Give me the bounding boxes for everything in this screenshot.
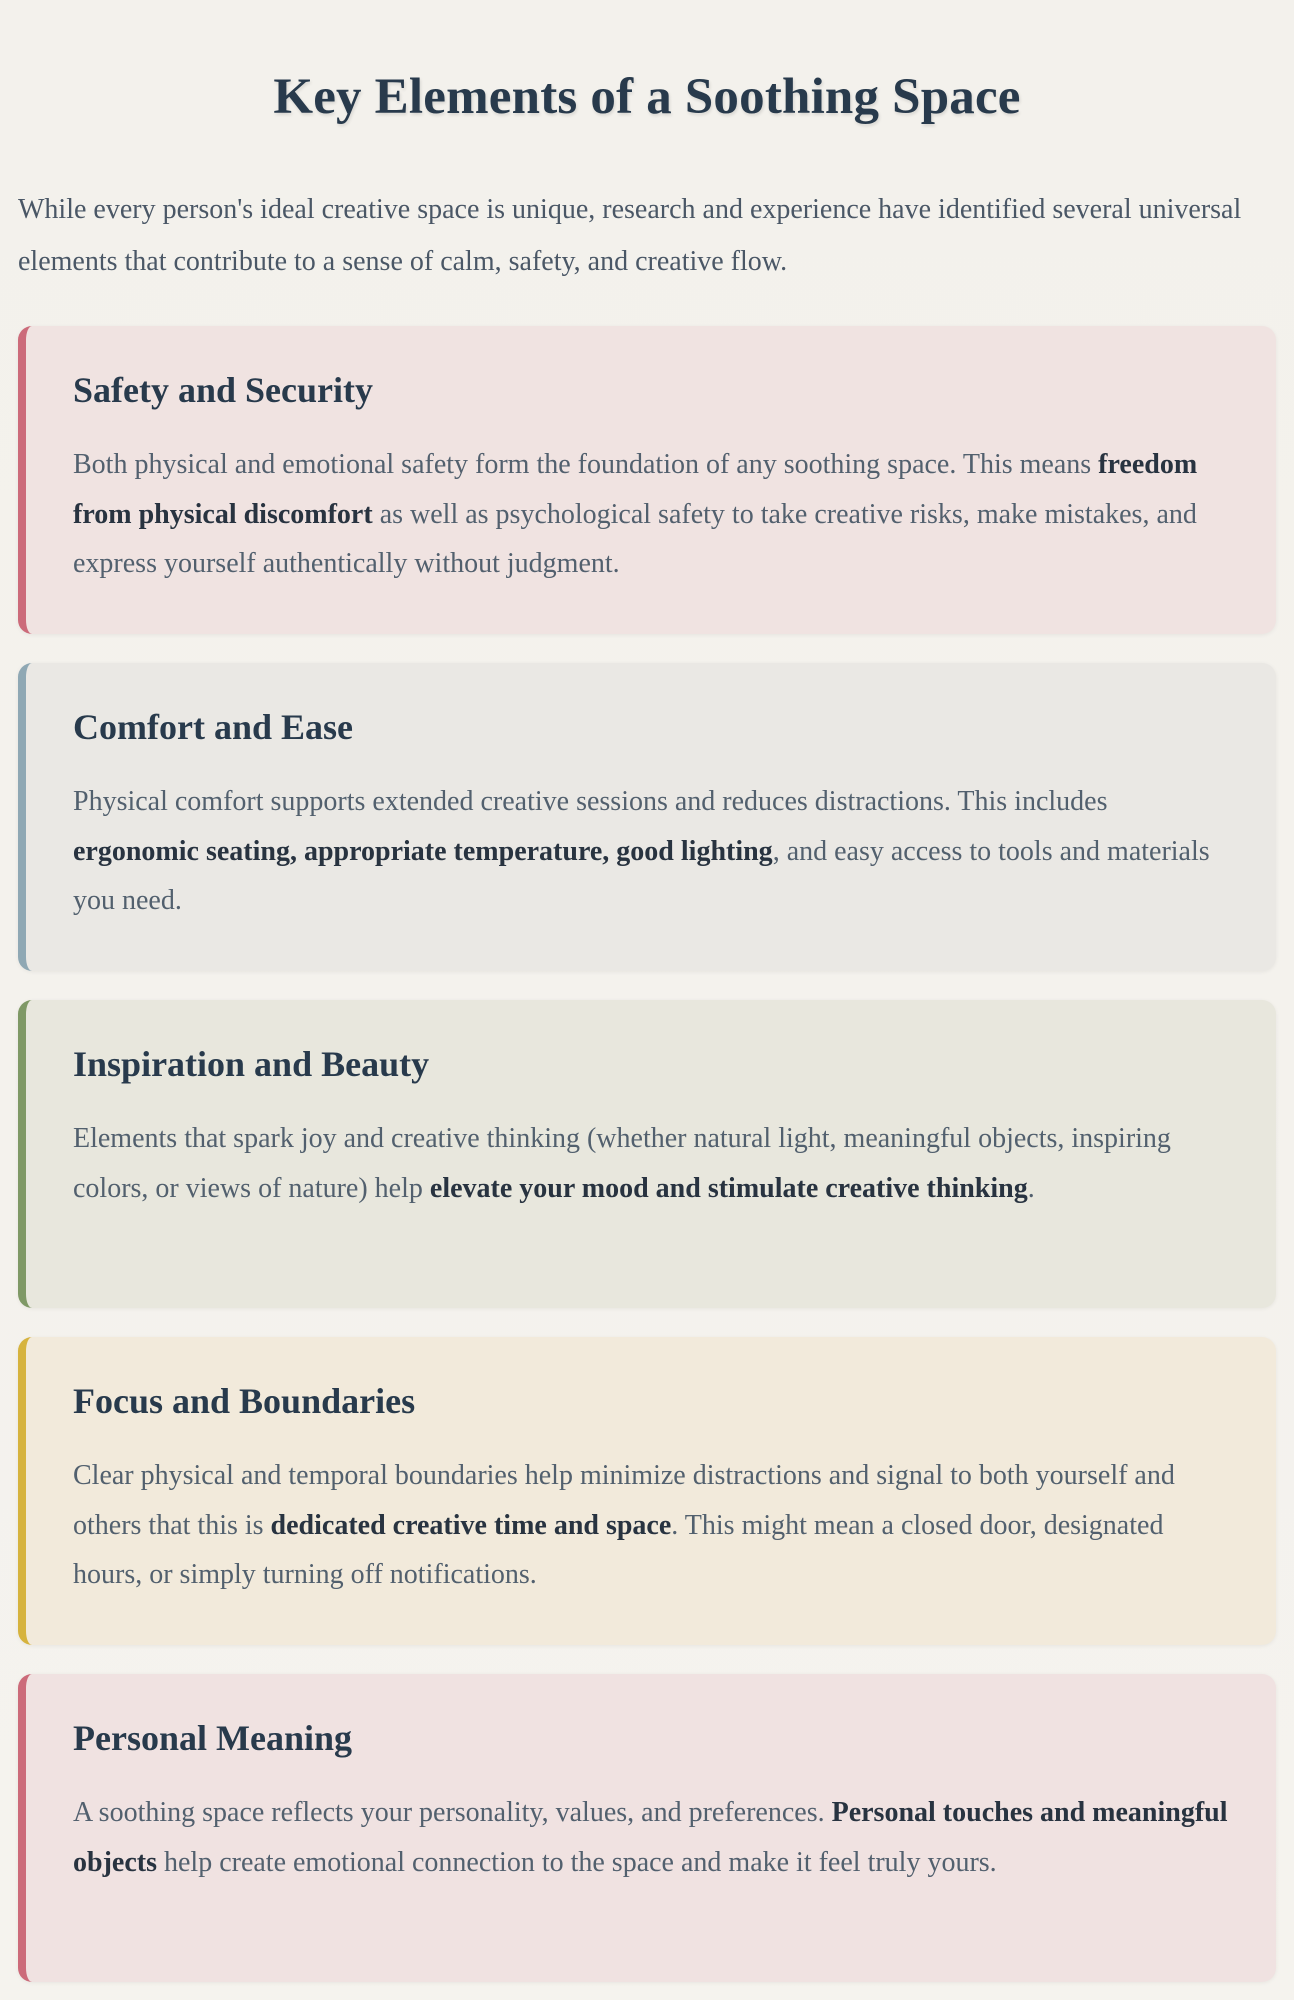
section-text: help create emotional connection to the space and make it feel truly yours. — [156, 1846, 997, 1878]
section-text: . This might mean a closed door, designated hours, or simply turning off notifications. — [73, 1509, 1164, 1590]
intro-paragraph: While every person's ideal creative space is unique, research and experience have identified several universal elements that contribute to a sense of calm, safety, and creative flow. — [18, 194, 1242, 277]
section-body — [73, 1451, 1230, 1600]
section-card-comfort — [18, 663, 1276, 971]
section-text: A soothing space reflects your personality, values, and preferences. — [73, 1797, 832, 1828]
section-heading: Comfort and Ease — [73, 707, 353, 747]
section-body — [73, 1788, 1230, 1887]
section-text: as well as psychological safety to take creative risks, make mistakes, and express yourself authentically without judgment. — [73, 498, 1197, 579]
section-heading: Safety and Security — [73, 370, 373, 410]
section-text: Elements that spark joy and creative thinking (whether natural light, meaningful objects, inspiring colors, or views of nature) help — [73, 1123, 1171, 1204]
section-card-meaning — [18, 1674, 1276, 1982]
section-emphasis: elevate your mood and stimulate creative thinking — [429, 1172, 1028, 1204]
section-text: , and easy access to tools and materials you need. — [73, 835, 1210, 916]
section-heading: Focus and Boundaries — [73, 1381, 416, 1421]
section-text: Both physical and emotional safety form the foundation of any soothing space. This means — [73, 449, 1099, 480]
section-heading: Inspiration and Beauty — [73, 1044, 430, 1084]
section-emphasis: Personal touches and meaningful objects — [73, 1797, 1228, 1878]
section-body — [73, 440, 1230, 589]
section-text: Physical comfort supports extended creative sessions and reduces distractions. This includes — [73, 786, 1108, 817]
section-emphasis: dedicated creative time and space — [270, 1509, 672, 1541]
section-card-inspiration — [18, 1000, 1276, 1308]
section-card-focus — [18, 1337, 1276, 1645]
section-text: . — [1027, 1172, 1035, 1204]
page-title: Key Elements of a Soothing Space — [273, 69, 1021, 125]
section-emphasis: freedom from physical discomfort — [73, 449, 1198, 530]
section-text: Clear physical and temporal boundaries help minimize distractions and signal to both yourself and others that this is — [73, 1460, 1175, 1541]
section-body — [73, 1114, 1230, 1213]
section-emphasis: ergonomic seating, appropriate temperature, good lighting — [73, 835, 773, 867]
section-body — [73, 777, 1230, 926]
section-heading: Personal Meaning — [73, 1718, 352, 1758]
section-card-safety — [18, 326, 1276, 634]
